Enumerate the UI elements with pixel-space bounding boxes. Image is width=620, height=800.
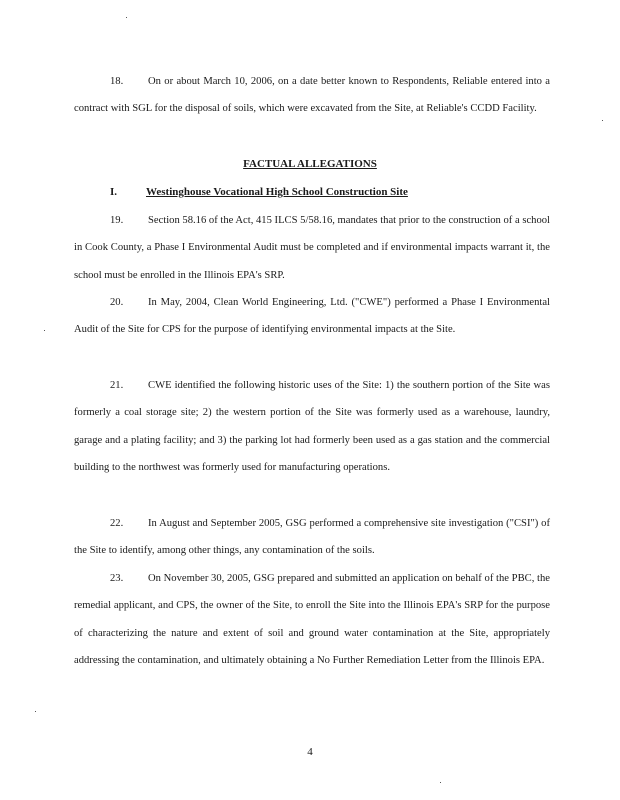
- scan-speck: [440, 782, 441, 783]
- subsection-title: Westinghouse Vocational High School Construction Site: [146, 186, 408, 198]
- paragraph-text: Section 58.16 of the Act, 415 ILCS 5/58.16, mandates that prior to the construction of a school in Cook County, a Phase I Environmental Audit must be completed and if environmental impacts warrant it, the school must be enrolled in the Illinois EPA's SRP.: [74, 215, 550, 281]
- paragraph-number: 23.: [110, 573, 124, 584]
- paragraph-text: In May, 2004, Clean World Engineering, Ltd. ("CWE") performed a Phase I Environmental Audit of the Site for CPS for the purpose of identifying environmental impacts at the Site.: [74, 297, 550, 336]
- scan-speck: [35, 711, 36, 712]
- paragraph-number: 19.: [110, 215, 124, 226]
- page-number: 4: [307, 746, 313, 758]
- subsection-heading: [110, 186, 408, 198]
- paragraph-text: On November 30, 2005, GSG prepared and submitted an application on behalf of the PBC, the remedial applicant, and CPS, the owner of the Site, to enroll the Site into the Illinois EPA's SRP for the purpose of characterizing the nature and extent of soil and ground water contamination at the Site, appropriately addressing the contamination, and ultimately obtaining a No Further Remediation Letter from the Illinois EPA.: [74, 573, 550, 667]
- scan-speck: [602, 120, 603, 121]
- paragraph-23: [74, 565, 550, 675]
- scan-speck: [44, 330, 45, 331]
- section-heading: FACTUAL ALLEGATIONS: [243, 158, 377, 170]
- paragraph-text: On or about March 10, 2006, on a date better known to Respondents, Reliable entered into a contract with SGL for the disposal of soils, which were excavated from the Site, at Reliable's CCDD Facility.: [74, 76, 550, 115]
- paragraph-22: [74, 510, 550, 565]
- paragraph-number: 18.: [110, 76, 124, 87]
- scan-speck: [126, 17, 127, 18]
- paragraph-text: CWE identified the following historic uses of the Site: 1) the southern portion of the Site was formerly a coal storage site; 2) the western portion of the Site was formerly used as a warehouse, laundry, garage and a plating facility; and 3) the parking lot had formerly been used as a gas station and the commercial building to the northwest was formerly used for manufacturing operations.: [74, 380, 550, 474]
- paragraph-18: [74, 68, 550, 123]
- paragraph-number: 21.: [110, 380, 124, 391]
- paragraph-21: [74, 372, 550, 482]
- subsection-numeral: I.: [110, 186, 118, 198]
- paragraph-number: 22.: [110, 518, 124, 529]
- paragraph-20: [74, 289, 550, 344]
- paragraph-text: In August and September 2005, GSG performed a comprehensive site investigation ("CSI") of the Site to identify, among other things, any contamination of the soils.: [74, 518, 550, 557]
- paragraph-19: [74, 207, 550, 289]
- paragraph-number: 20.: [110, 297, 124, 308]
